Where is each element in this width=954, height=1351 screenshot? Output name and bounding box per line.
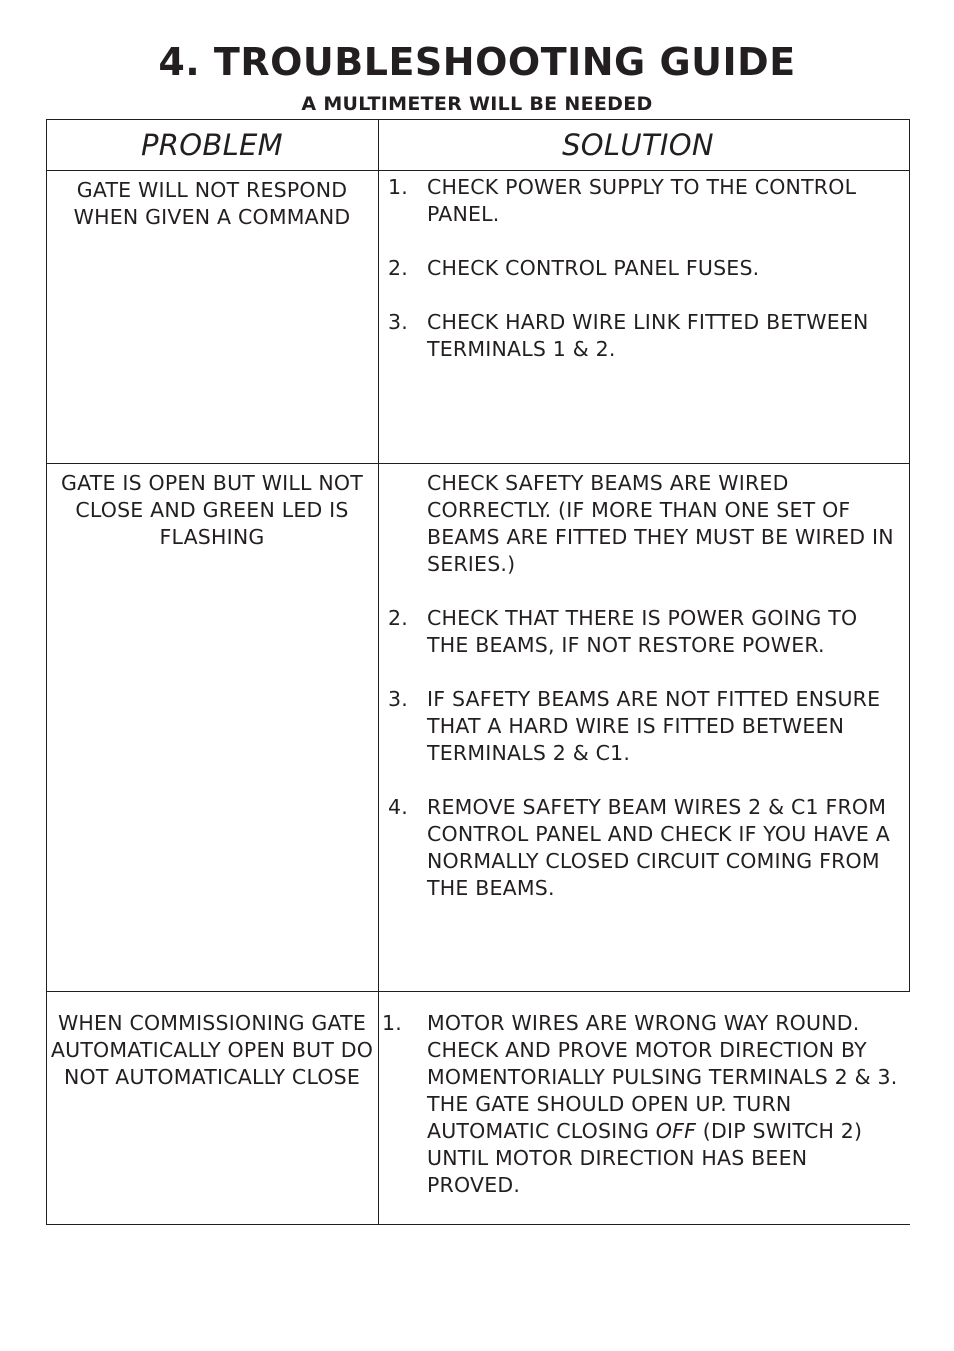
item-text: CHECK CONTROL PANEL FUSES. xyxy=(427,256,760,280)
solution-cell xyxy=(378,1010,898,1199)
problem-cell: WHEN COMMISSIONING GATE AUTOMATICALLY OPEN BUT DO NOT AUTOMATICALLY CLOSE xyxy=(50,1011,374,1089)
solution-item xyxy=(378,794,898,902)
item-text: CHECK HARD WIRE LINK FITTED BETWEEN TERMINALS 1 & 2. xyxy=(427,310,869,361)
solution-column-header: SOLUTION xyxy=(562,128,714,162)
item-text-emphasis: OFF xyxy=(655,1119,697,1143)
item-text xyxy=(427,1010,898,1199)
page-title: 4. TROUBLESHOOTING GUIDE xyxy=(158,40,796,84)
item-text: CHECK THAT THERE IS POWER GOING TO THE BEAMS, IF NOT RESTORE POWER. xyxy=(427,606,858,657)
problem-cell: GATE WILL NOT RESPOND WHEN GIVEN A COMMAND xyxy=(73,178,351,229)
solution-item xyxy=(378,1010,898,1199)
item-number: 2. xyxy=(388,256,408,280)
row-divider xyxy=(46,991,910,992)
troubleshooting-table xyxy=(46,119,910,1225)
item-text-part: (DIP SWITCH 2) UNTIL MOTOR DIRECTION HAS BEEN PROVED. xyxy=(427,1119,863,1197)
item-number: 3. xyxy=(388,687,408,711)
table-bottom-border xyxy=(46,1224,910,1225)
solution-item xyxy=(378,686,898,767)
solution-cell xyxy=(378,470,898,902)
table-right-border xyxy=(909,119,910,992)
item-number: 3. xyxy=(388,310,408,334)
solution-cell xyxy=(378,174,898,363)
item-number: 4. xyxy=(388,795,408,819)
row-divider xyxy=(46,463,910,464)
page-subtitle: A MULTIMETER WILL BE NEEDED xyxy=(301,93,653,115)
item-text: IF SAFETY BEAMS ARE NOT FITTED ENSURE THAT A HARD WIRE IS FITTED BETWEEN TERMINALS 2 & C1. xyxy=(427,687,881,765)
solution-item xyxy=(378,605,898,659)
item-number: 2. xyxy=(388,606,408,630)
solution-item xyxy=(378,255,898,282)
solution-item xyxy=(378,174,898,228)
item-text: CHECK SAFETY BEAMS ARE WIRED CORRECTLY. (IF MORE THAN ONE SET OF BEAMS ARE FITTED THEY MUST BE WIRED IN SERIES.) xyxy=(427,471,894,576)
solution-item xyxy=(378,470,898,578)
solution-item xyxy=(378,309,898,363)
item-text: CHECK POWER SUPPLY TO THE CONTROL PANEL. xyxy=(427,175,857,226)
item-text-part: MOTOR WIRES ARE WRONG WAY ROUND. CHECK AND PROVE MOTOR DIRECTION BY MOMENTORIALLY PULSING TERMINALS 2 & 3. THE GATE SHOULD OPEN UP. TURN AUTOMATIC CLOSING xyxy=(427,1011,898,1143)
problem-column-header: PROBLEM xyxy=(141,128,283,162)
item-number: 1. xyxy=(388,175,408,199)
table-top-border xyxy=(46,119,910,120)
item-text: REMOVE SAFETY BEAM WIRES 2 & C1 FROM CONTROL PANEL AND CHECK IF YOU HAVE A NORMALLY CLOSED CIRCUIT COMING FROM THE BEAMS. xyxy=(427,795,890,900)
header-divider xyxy=(46,170,910,171)
item-number: 1. xyxy=(382,1011,402,1035)
problem-cell: GATE IS OPEN BUT WILL NOT CLOSE AND GREEN LED IS FLASHING xyxy=(61,471,363,549)
